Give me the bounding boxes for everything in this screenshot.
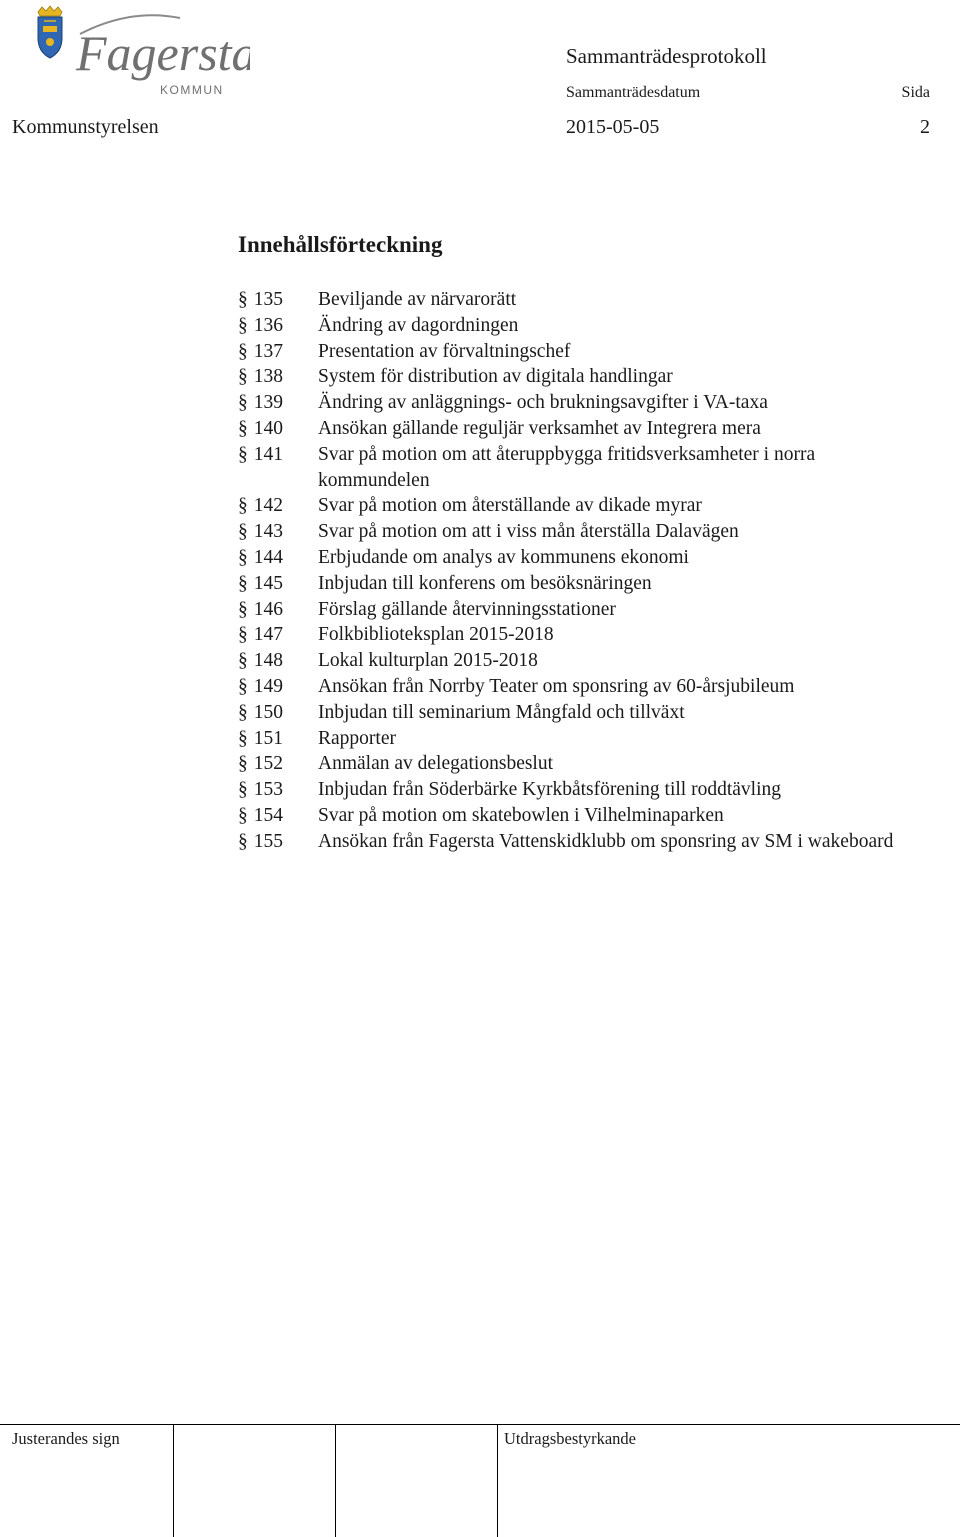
toc-item-title: Rapporter	[318, 727, 396, 749]
toc-item-number	[238, 287, 316, 313]
toc-item-title: Anmälan av delegationsbeslut	[318, 753, 554, 775]
extract-label: Utdragsbestyrkande	[504, 1429, 636, 1448]
section-symbol: §	[238, 650, 248, 672]
svg-text:KOMMUN: KOMMUN	[160, 83, 224, 96]
item-number: 145	[253, 572, 283, 594]
toc-item-title: Ansökan från Norrby Teater om sponsring av 60-årsjubileum	[318, 675, 795, 697]
item-number: 154	[253, 804, 283, 826]
toc-item	[238, 313, 898, 339]
item-number: 146	[253, 598, 283, 620]
toc-item-number	[238, 648, 316, 674]
section-symbol: §	[238, 779, 248, 801]
section-symbol: §	[238, 624, 248, 646]
section-symbol: §	[238, 417, 248, 439]
item-number: 150	[253, 701, 283, 723]
item-number: 143	[253, 521, 283, 543]
section-symbol: §	[238, 598, 248, 620]
toc-item	[238, 777, 898, 803]
toc-list	[238, 287, 898, 855]
toc-item-number	[238, 829, 316, 855]
item-number: 148	[253, 650, 283, 672]
toc-item-title: Inbjudan till seminarium Mångfald och tillväxt	[318, 701, 685, 723]
toc-item	[238, 545, 898, 571]
toc-item-title: Svar på motion om återställande av dikade myrar	[318, 495, 702, 517]
signature-footer	[0, 1424, 960, 1536]
toc-item-title: Lokal kulturplan 2015-2018	[318, 650, 538, 672]
toc-item-number	[238, 622, 316, 648]
page-number: 2	[920, 116, 930, 138]
toc-item-title: Presentation av förvaltningschef	[318, 340, 571, 362]
section-symbol: §	[238, 572, 248, 594]
toc-item	[238, 622, 898, 648]
toc-item-number	[238, 597, 316, 623]
toc-item	[238, 416, 898, 442]
toc-item-title: Svar på motion om att återuppbygga fritidsverksamheter i norra kommundelen	[318, 443, 816, 491]
svg-text:Fagersta: Fagersta	[76, 25, 250, 81]
item-number: 155	[253, 830, 283, 852]
toc-item	[238, 390, 898, 416]
toc-item-title: Beviljande av närvarorätt	[318, 289, 517, 310]
item-number: 153	[253, 779, 283, 801]
toc-item-title: Svar på motion om att i viss mån återställa Dalavägen	[318, 521, 739, 543]
toc-item-number	[238, 803, 316, 829]
toc-item-number	[238, 339, 316, 365]
section-symbol: §	[238, 443, 248, 465]
toc-heading: Innehållsförteckning	[238, 232, 443, 257]
coat-of-arms-icon	[10, 4, 250, 96]
toc-item	[238, 442, 898, 494]
toc-item-title: Erbjudande om analys av kommunens ekonomi	[318, 546, 689, 568]
document-type-title: Sammanträdesprotokoll	[566, 44, 767, 68]
section-symbol: §	[238, 753, 248, 775]
sign-cell-2	[174, 1425, 336, 1537]
section-symbol: §	[238, 830, 248, 852]
toc-item-title: Svar på motion om skatebowlen i Vilhelminaparken	[318, 804, 724, 826]
section-symbol: §	[238, 521, 248, 543]
toc-item-number	[238, 674, 316, 700]
section-symbol: §	[238, 727, 248, 749]
toc-item-number	[238, 364, 316, 390]
item-number: 149	[253, 675, 283, 697]
toc-item-number	[238, 751, 316, 777]
toc-item	[238, 287, 898, 313]
toc-item-title: Ansökan gällande reguljär verksamhet av Integrera mera	[318, 417, 761, 439]
toc-item-number	[238, 726, 316, 752]
toc-item	[238, 571, 898, 597]
section-symbol: §	[238, 392, 248, 414]
item-number: 140	[253, 417, 283, 439]
item-number: 141	[253, 443, 283, 465]
meeting-date: 2015-05-05	[566, 116, 660, 138]
sign-cell-1	[0, 1425, 174, 1537]
toc-item-title: Ändring av dagordningen	[318, 314, 519, 336]
item-number: 139	[253, 392, 283, 414]
fagersta-logo	[10, 4, 250, 96]
item-number: 142	[253, 495, 283, 517]
meeting-date-label: Sammanträdesdatum	[566, 84, 701, 101]
toc-item-title: Ändring av anläggnings- och brukningsavgifter i VA-taxa	[318, 392, 768, 414]
item-number: 147	[253, 624, 283, 646]
toc-item	[238, 364, 898, 390]
toc-item-title: Inbjudan från Söderbärke Kyrkbåtsförening till roddtävling	[318, 779, 782, 801]
toc-item	[238, 597, 898, 623]
toc-item-number	[238, 777, 316, 803]
toc-item-number	[238, 545, 316, 571]
toc-item-title: Förslag gällande återvinningsstationer	[318, 598, 616, 620]
extract-cell	[498, 1425, 960, 1537]
toc-item	[238, 829, 898, 855]
toc-item-number	[238, 700, 316, 726]
toc-item-number	[238, 493, 316, 519]
item-number: 137	[253, 340, 283, 362]
toc-item	[238, 648, 898, 674]
toc-item-number	[238, 571, 316, 597]
section-symbol: §	[238, 804, 248, 826]
section-symbol: §	[238, 546, 248, 568]
committee-name: Kommunstyrelsen	[12, 116, 159, 138]
section-symbol: §	[238, 675, 248, 697]
toc-item-number	[238, 442, 316, 468]
section-symbol: §	[238, 701, 248, 723]
page-label: Sida	[901, 84, 930, 101]
toc-item-number	[238, 313, 316, 339]
toc-item	[238, 674, 898, 700]
section-symbol: §	[238, 314, 248, 336]
section-symbol: §	[238, 495, 248, 517]
toc-item	[238, 726, 898, 752]
toc-item-number	[238, 519, 316, 545]
item-number: 138	[253, 366, 283, 388]
sign-label: Justerandes sign	[12, 1429, 120, 1448]
section-symbol: §	[238, 289, 248, 310]
toc-item	[238, 519, 898, 545]
toc-item	[238, 803, 898, 829]
item-number: 152	[253, 753, 283, 775]
sign-cell-3	[336, 1425, 498, 1537]
section-symbol: §	[238, 366, 248, 388]
toc-item-title: Ansökan från Fagersta Vattenskidklubb om sponsring av SM i wakeboard	[318, 830, 894, 852]
toc-item-number	[238, 390, 316, 416]
toc-item-number	[238, 416, 316, 442]
toc-item	[238, 751, 898, 777]
toc-item-title: System för distribution av digitala handlingar	[318, 366, 673, 388]
toc-item	[238, 493, 898, 519]
item-number: 136	[253, 314, 283, 336]
toc-item-title: Folkbiblioteksplan 2015-2018	[318, 624, 554, 646]
toc-item	[238, 339, 898, 365]
toc-item	[238, 700, 898, 726]
toc-item-title: Inbjudan till konferens om besöksnäringen	[318, 572, 652, 594]
item-number: 151	[253, 727, 283, 749]
item-number: 135	[253, 289, 283, 310]
section-symbol: §	[238, 340, 248, 362]
item-number: 144	[253, 546, 283, 568]
